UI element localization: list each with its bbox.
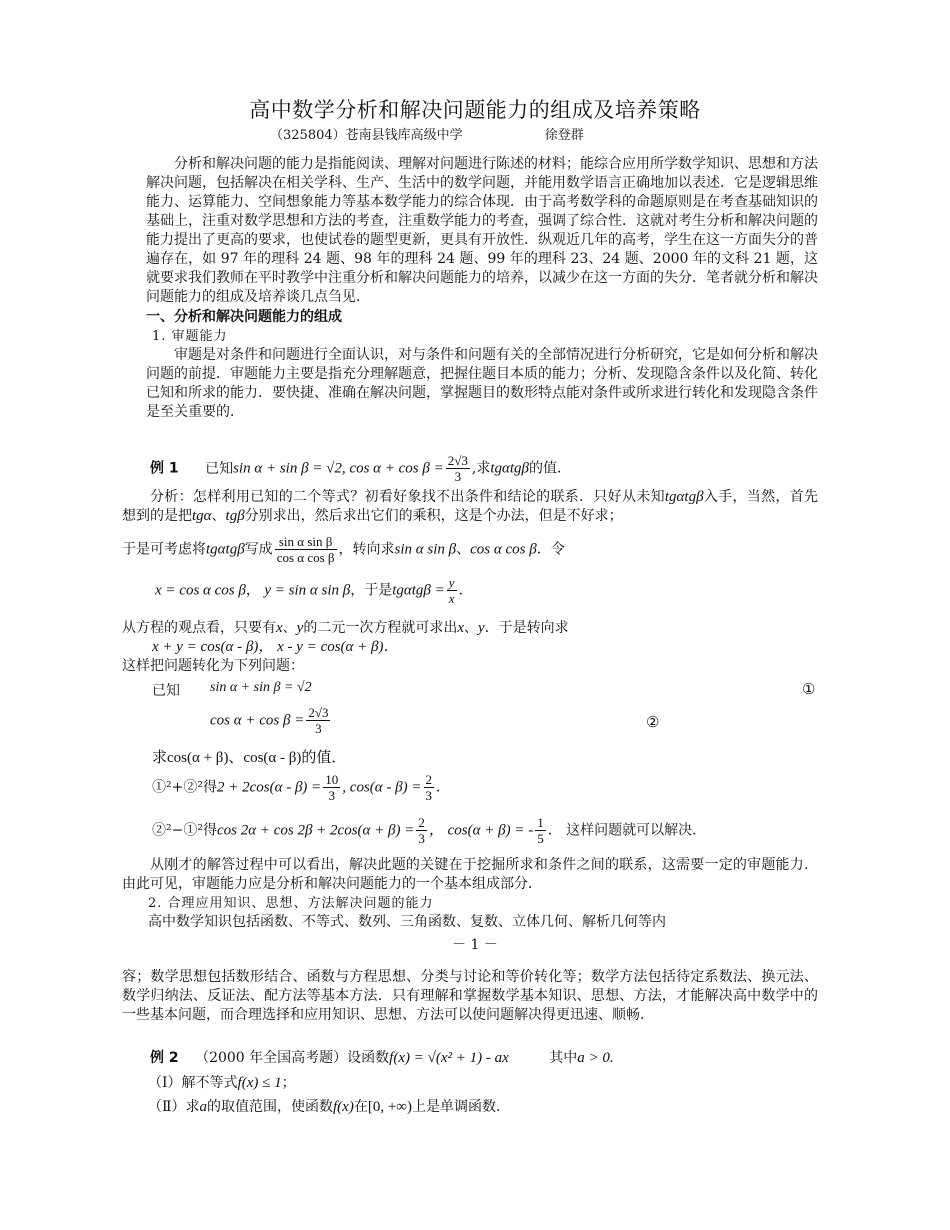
byline-author: 徐登群	[544, 128, 584, 143]
let-fraction: $\frac{y}{x}$	[448, 575, 455, 606]
let-definitions: x = cos α cos β， y = sin α sin β，于是tgαtgβ = $\frac{y}{x}$ ．	[155, 575, 473, 606]
example-1-pre: 已知	[205, 460, 234, 477]
let-y: y = sin α sin β	[264, 582, 351, 599]
section-heading-1: 一、分析和解决问题能力的组成	[146, 309, 342, 325]
example-1-target: tgαtgβ	[490, 460, 530, 477]
sub2-text-b-section	[122, 968, 818, 1025]
example-2-label: 例 2	[150, 1050, 179, 1066]
example-2-q1: （Ⅰ）解不等式f(x) ≤ 1；	[148, 1075, 296, 1091]
example-1-label: 例 1	[150, 460, 179, 477]
step-2: ②²−①²得cos 2α + cos 2β + 2cos(α + β) = $\frac{2}{3}$ ， cos(α + β) = - $\frac{1}{5}$ ． 这样问题就可以解决．	[152, 815, 707, 846]
analysis-1	[122, 488, 818, 565]
page-title: 高中数学分析和解决问题能力的组成及培养策略	[249, 98, 701, 122]
let-eq: tgαtgβ =	[392, 582, 445, 599]
example-1-equation: sin α + sin β = √2, cos α + cos β =	[233, 460, 444, 477]
byline-school: （325804）苍南县钱库高级中学	[270, 128, 463, 143]
equation-view-line: 从方程的观点看，只要有x、y的二元一次方程就可求出x、y．于是转向求	[122, 620, 569, 636]
analysis-fraction: $\frac{\text{sin α sin β}}{\text{cos α cos β}}$	[276, 534, 335, 565]
conclusion-section	[122, 856, 818, 932]
page-number: － 1 －	[452, 937, 498, 953]
byline	[270, 124, 584, 143]
sub1-paragraph: 审题是对条件和问题进行全面认识，对与条件和问题有关的全部情况进行分析研究，它是如何分析和解决问题的前提．审题能力主要是指充分理解题意，把握住题目本质的能力；分析、发现隐含条件以及化简、转化已知和所求的能力．要快捷、准确在解决问题，掌握题目的数形特点能对条件或所求进行转化和发现隐含条件是至关重要的．	[146, 347, 818, 420]
system-mark-2: ②	[646, 713, 660, 731]
example-2-q2: （Ⅱ）求a的取值范围，使函数f(x)在[0, +∞)上是单调函数．	[148, 1099, 510, 1115]
example-2-function: f(x) = √(x² + 1) - ax	[389, 1050, 509, 1066]
example-1-mid: ,求	[471, 460, 491, 477]
transform-line: 这样把问题转化为下列问题：	[122, 658, 304, 674]
example-1-post: 的值．	[529, 460, 572, 477]
step-2-fraction-b: $\frac{1}{5}$	[537, 815, 544, 846]
example-1	[150, 453, 571, 484]
system-eq-2-fraction: $\frac{2√3}{3}$	[308, 705, 329, 736]
let-x: x = cos α cos β	[155, 582, 246, 599]
conclusion-1: 从刚才的解答过程中可以看出，解决此题的关键在于挖掘所求和条件之间的联系，这需要一定的审题能力．由此可见，审题能力应是分析和解决问题能力的一个基本组成部分．	[122, 857, 818, 892]
step-1: ①²+②²得2 + 2cos(α - β) = $\frac{10}{3}$ , cos(α - β) = $\frac{2}{3}$ ．	[152, 772, 450, 803]
system-eq-2: cos α + cos β = $\frac{2√3}{3}$	[210, 705, 329, 736]
subheading-2: 2. 合理应用知识、思想、方法解决问题的能力	[148, 896, 434, 911]
step-1-fraction-b: $\frac{2}{3}$	[425, 772, 432, 803]
step-1-fraction-a: $\frac{10}{3}$	[325, 772, 339, 803]
sum-equation: x + y = cos(α - β)， x - y = cos(α + β)．	[152, 639, 399, 655]
intro-section	[146, 155, 818, 422]
ask-line: 求cos(α + β)、cos(α - β)的值．	[152, 750, 347, 766]
system-mark-1: ①	[802, 680, 816, 698]
analysis-1-line: 分析：怎样利用已知的二个等式？初看好象找不出条件和结论的联系．只好从未知tgαtgβ入手，当然，首先想到的是把tgα、tgβ分别求出，然后求出它们的乘积，这是个办法，但是不好求；	[122, 489, 818, 524]
intro-paragraph: 分析和解决问题的能力是指能阅读、理解对问题进行陈述的材料；能综合应用所学数学知识、思想和方法解决问题，包括解决在相关学科、生产、生活中的数学问题，并能用数学语言正确地加以表述．它是逻辑思维能力、运算能力、空间想象能力等基本数学能力的综合体现．由于高考数学科的命题原则是在考查基础知识的基础上，注重对数学思想和方法的考查，注重数学能力的考查，强调了综合性．这就对考生分析和解决问题的能力提出了更高的要求，也使试卷的题型更新，更具有开放性．纵观近几年的高考，学生在这一方面失分的普遍存在，如 97 年的理科 24 题、98 年的理科 24 题、99 年的理科 23、24 题、2000 年的文科 21 题，这就要求我们教师在平时教学中注重分析和解决问题能力的培养，以减少在这一方面的失分．笔者就分析和解决问题能力的组成及培养谈几点刍见．	[146, 156, 818, 305]
equation-view	[122, 619, 818, 676]
system-eq-1: sin α + sin β = √2	[210, 680, 312, 695]
step-2-fraction-a: $\frac{2}{3}$	[418, 815, 425, 846]
system-known: 已知	[152, 683, 180, 699]
sub2-text-b: 容；数学思想包括数形结合、函数与方程思想、分类与讨论和等价转化等；数学方法包括待定系数法、换元法、数学归纳法、反证法、配方法等基本方法．只有理解和掌握数学基本知识、思想、方法，才能解决高中数学中的一些基本问题，而合理选择和应用知识、思想、方法可以使问题解决得更迅速、顺畅．	[122, 969, 818, 1023]
subheading-1: 1. 审题能力	[152, 329, 228, 344]
example-2: 例 2 （2000 年全国高考题）设函数f(x) = √(x² + 1) - ax 其中a > 0.	[150, 1050, 614, 1066]
example-1-fraction: $\frac{2√3}{3}$	[447, 453, 468, 484]
sub2-text-a: 高中数学知识包括函数、不等式、数列、三角函数、复数、立体几何、解析几何等内	[148, 914, 666, 930]
analysis-1-line-2: 于是可考虑将tgαtgβ写成 $\frac{\text{sin α sin β}}{\text{cos α cos β}}$ ，转向求sin α sin β、cos α cos β．令	[122, 534, 565, 565]
